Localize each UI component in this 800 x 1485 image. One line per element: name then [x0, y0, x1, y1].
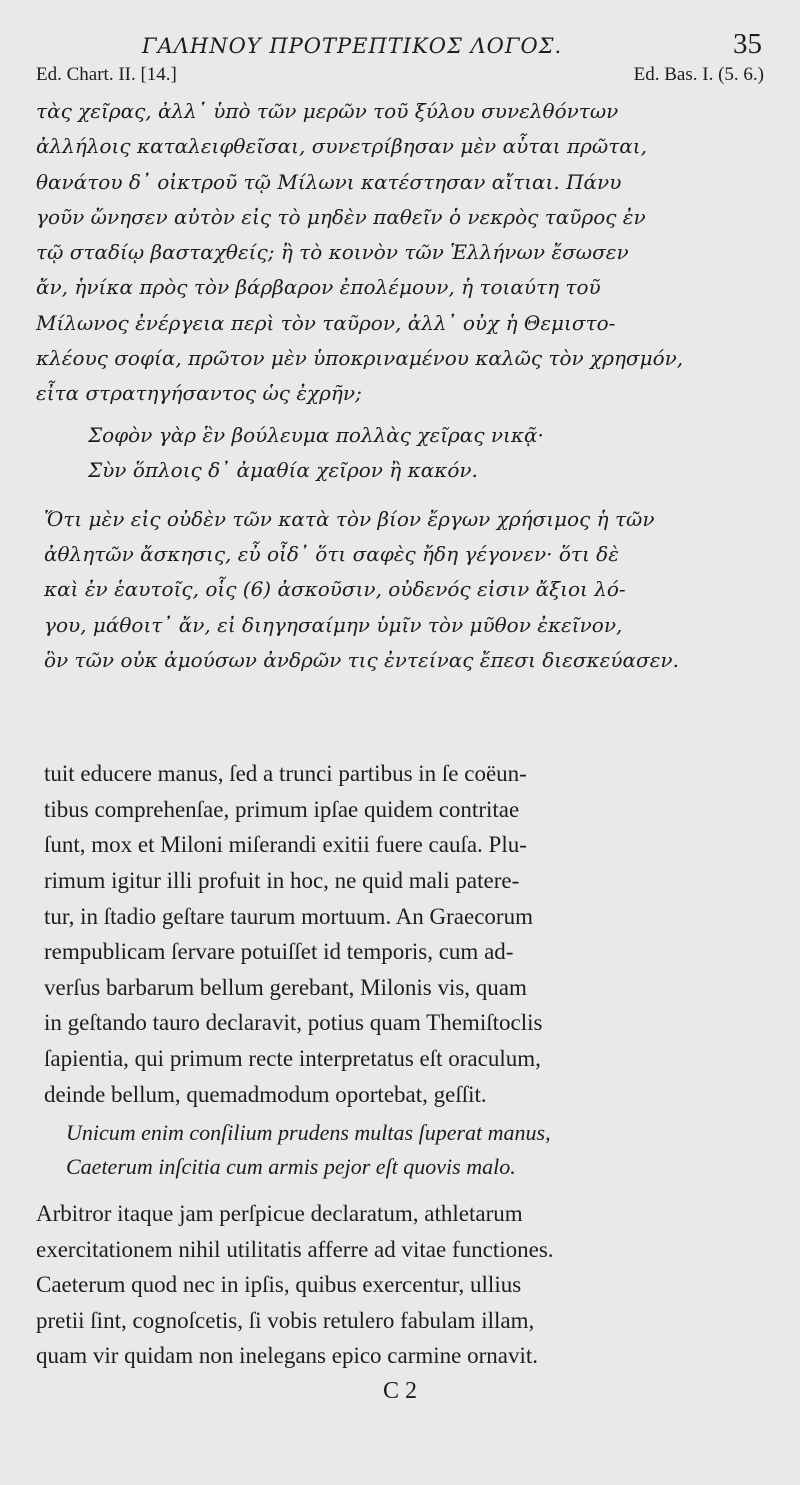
text-line: εἶτα στρατηγήσαντος ὡς ἐχρῆν;: [36, 381, 362, 406]
text-line: κλέους σοφία, πρῶτον μὲν ὑποκριναμένου καλῶς τὸν χρησμόν,: [36, 346, 684, 371]
text-line: tur, in ſtadio geſtare taurum mortuum. An Graecorum: [44, 903, 533, 929]
text-line: rempublicam ſervare potuiſſet id temporis, cum ad-: [44, 939, 514, 965]
edition-reference-right: Ed. Bas. I. (5. 6.): [633, 64, 764, 85]
text-line: ἀθλητῶν ἄσκησις, εὖ οἶδ᾽ ὅτι σαφὲς ἤδη γέγονεν· ὅτι δὲ: [44, 541, 619, 566]
greek-verse-quotation: [36, 418, 764, 488]
text-line: καὶ ἐν ἑαυτοῖς, οἷς (6) ἀσκοῦσιν, οὐδενός εἰσιν ἄξιοι λό-: [44, 577, 626, 602]
page-number: 35: [733, 28, 762, 60]
edition-reference-left: Ed. Chart. II. [14.]: [36, 64, 177, 85]
latin-paragraph-2: [36, 1196, 764, 1374]
verse-line: Caeterum inſcitia cum armis pejor eſt quovis malo.: [66, 1154, 516, 1180]
text-line: exercitationem nihil utilitatis afferre ad vitae functiones.: [36, 1236, 554, 1262]
text-line: θανάτου δ᾽ οἰκτροῦ τῷ Μίλωνι κατέστησαν αἴτιαι. Πάνυ: [36, 169, 622, 194]
text-line: pretii ſint, cognoſcetis, ſi vobis retulero fabulam illam,: [36, 1307, 535, 1333]
text-line: tibus comprehenſae, primum ipſae quidem contritae: [44, 796, 520, 822]
text-line: τῷ σταδίῳ βασταχθείς; ἢ τὸ κοινὸν τῶν Ἑλλήνων ἔσωσεν: [36, 240, 629, 265]
text-line: deinde bellum, quemadmodum oportebat, geſſit.: [44, 1081, 487, 1107]
text-line: in geſtando tauro declaravit, potius quam Themiſtoclis: [44, 1010, 543, 1036]
running-title: ΓΑΛΗΝΟΥ ΠΡΟΤΡΕΠΤΙΚΟΣ ΛΟΓΟΣ.: [142, 34, 563, 58]
text-line: rimum igitur illi profuit in hoc, ne quid mali patere-: [44, 867, 520, 893]
text-line: Ὅτι μὲν εἰς οὐδὲν τῶν κατὰ τὸν βίον ἔργων χρήσιμος ἡ τῶν: [44, 506, 655, 531]
verse-line: Unicum enim conſilium prudens multas ſuperat manus,: [66, 1120, 551, 1146]
text-line: ἀλλήλοις καταλειφθεῖσαι, συνετρίβησαν μὲν αὗται πρῶται,: [36, 134, 647, 159]
running-head: [36, 28, 764, 64]
text-line: τὰς χεῖρας, ἀλλ᾽ ὑπὸ τῶν μερῶν τοῦ ξύλου συνελθόντων: [36, 99, 619, 123]
text-line: Arbitror itaque jam perſpicue declaratum, athletarum: [36, 1201, 523, 1227]
text-line: γου, μάθοιτ᾽ ἄν, εἰ διηγησαίμην ὑμῖν τὸν μῦθον ἐκεῖνον,: [44, 612, 623, 637]
latin-verse-quotation: [36, 1116, 764, 1184]
edition-reference-line: [36, 64, 764, 94]
text-line: verſus barbarum bellum gerebant, Milonis vis, quam: [44, 974, 527, 1000]
text-line: ἄν, ἡνίκα πρὸς τὸν βάρβαρον ἐπολέμουν, ἡ τοιαύτη τοῦ: [36, 275, 601, 300]
text-line: Μίλωνος ἐνέργεια περὶ τὸν ταῦρον, ἀλλ᾽ οὐχ ἡ Θεμιστο-: [36, 310, 616, 335]
text-line: ſapientia, qui primum recte interpretatus eſt oraculum,: [44, 1045, 541, 1071]
text-line: Caeterum quod nec in ipſis, quibus exercentur, ullius: [36, 1272, 522, 1298]
verse-line: Σοφὸν γὰρ ἓν βούλευμα πολλὰς χεῖρας νικᾷ·: [88, 422, 544, 447]
text-line: ὃν τῶν οὐκ ἀμούσων ἀνδρῶν τις ἐντείνας ἔπεσι διεσκεύασεν.: [44, 647, 679, 672]
text-line: tuit educere manus, ſed a trunci partibus in ſe coëun-: [44, 761, 527, 787]
greek-paragraph-2: [36, 502, 764, 678]
text-line: γοῦν ὤνησεν αὐτὸν εἰς τὸ μηδὲν παθεῖν ὁ νεκρὸς ταῦρος ἐν: [36, 204, 646, 229]
verse-line: Σὺν ὅπλοις δ᾽ ἀμαθία χεῖρον ἢ κακόν.: [88, 457, 478, 482]
signature-mark: C 2: [382, 1378, 417, 1405]
greek-paragraph-1: [36, 94, 764, 412]
text-line: ſunt, mox et Miloni miſerandi exitii fuere cauſa. Plu-: [44, 832, 527, 858]
text-line: quam vir quidam non inelegans epico carmine ornavit.: [36, 1343, 539, 1369]
latin-paragraph-1: [36, 756, 764, 1112]
